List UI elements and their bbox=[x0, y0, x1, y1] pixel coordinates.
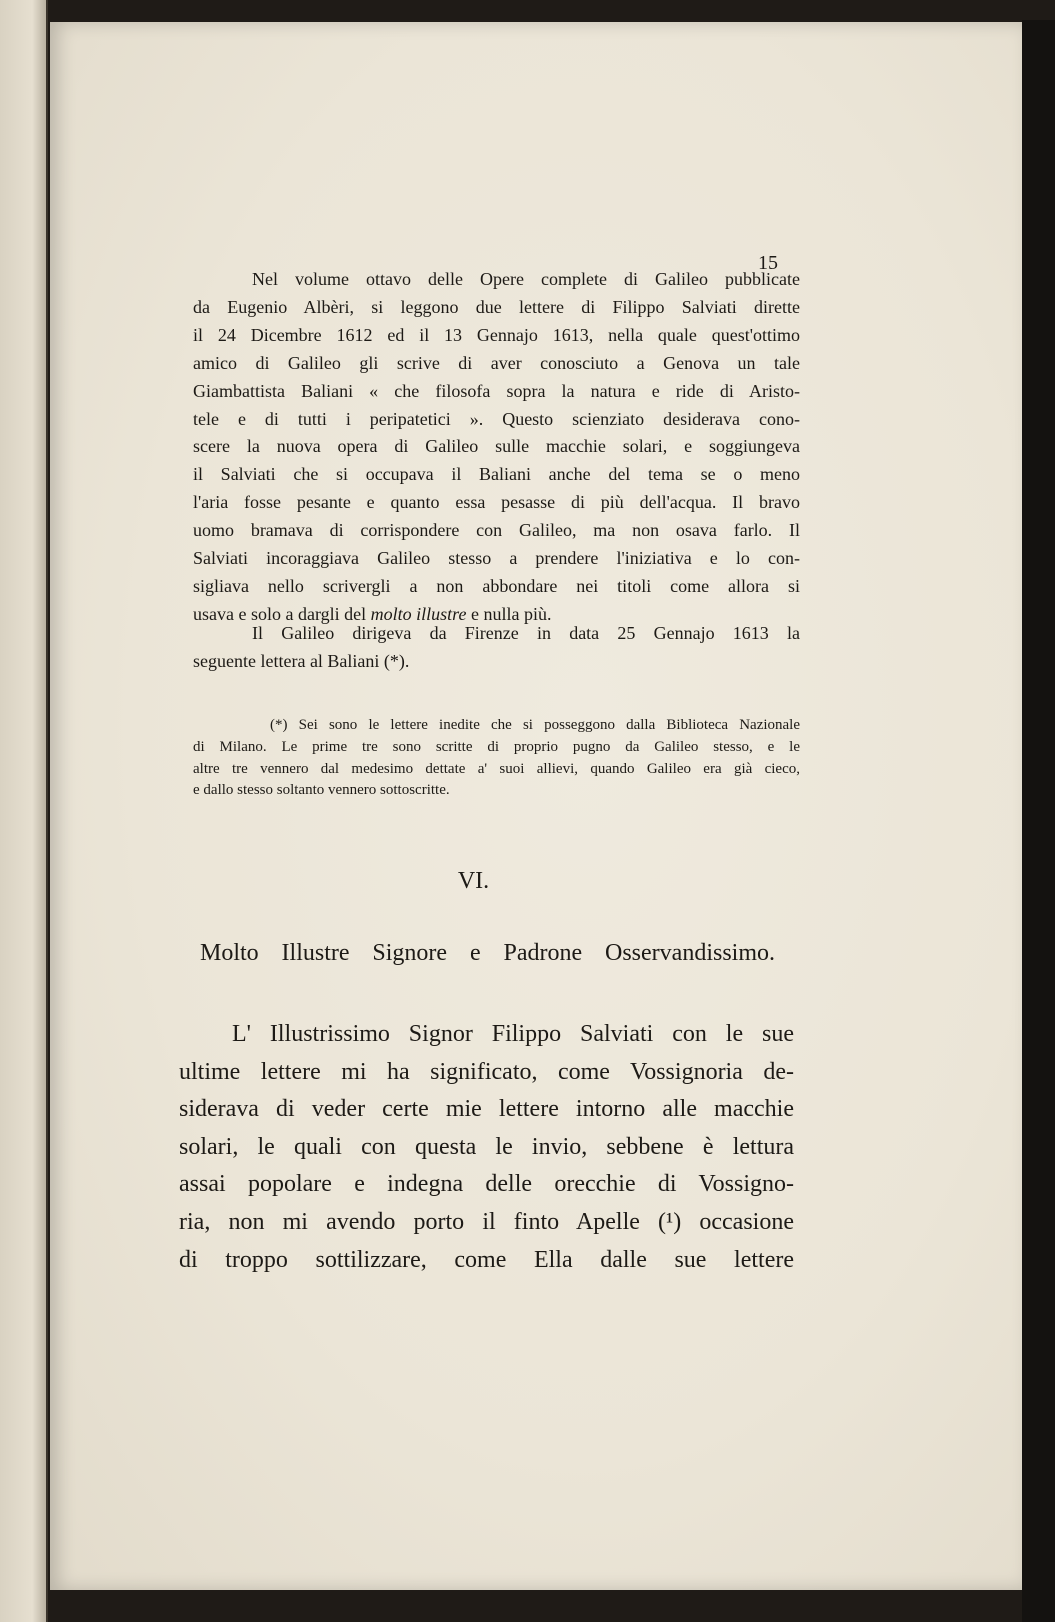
text-line: scere la nuova opera di Galileo sulle macchie solari, e soggiungeva bbox=[193, 436, 800, 457]
text-line: di troppo sottilizzare, come Ella dalle sue lettere bbox=[179, 1246, 794, 1273]
facing-page-edge bbox=[0, 0, 48, 1622]
text-line: uomo bramava di corrispondere con Galileo, ma non osava farlo. Il bbox=[193, 520, 800, 541]
scan-background bbox=[1022, 20, 1055, 1622]
text-line: (*) Sei sono le lettere inedite che si posseggono dalla Biblioteca Nazionale bbox=[270, 717, 800, 733]
text-line: ultime lettere mi ha significato, come Vossignoria de- bbox=[179, 1058, 794, 1085]
text-line: tele e di tutti i peripatetici ». Questo scienziato desiderava cono- bbox=[193, 408, 800, 429]
text-line: Il Galileo dirigeva da Firenze in data 25 Gennajo 1613 la bbox=[252, 623, 800, 643]
text-line: siderava di veder certe mie lettere intorno alle macchie bbox=[179, 1096, 794, 1123]
text-line: altre tre vennero dal medesimo dettate a' suoi allievi, quando Galileo era già cieco, bbox=[193, 760, 800, 777]
text-line: l'aria fosse pesante e quanto essa pesasse di più dell'acqua. Il bravo bbox=[193, 492, 800, 513]
text-line: Giambattista Baliani « che filosofa sopra la natura e ride di Aristo- bbox=[193, 380, 800, 401]
text-line: Nel volume ottavo delle Opere complete di Galileo pubblicate bbox=[252, 269, 800, 289]
page-number: 15 bbox=[758, 252, 778, 274]
text-line: Salviati incoraggiava Galileo stesso a prendere l'iniziativa e lo con- bbox=[193, 548, 800, 568]
text-line: solari, le quali con questa le invio, sebbene è lettura bbox=[179, 1133, 794, 1160]
section-number: VI. bbox=[457, 868, 490, 894]
text-line: di Milano. Le prime tre sono scritte di proprio pugno da Galileo stesso, e le bbox=[193, 738, 800, 755]
text-line: seguente lettera al Baliani (*). bbox=[193, 650, 410, 671]
text-line: L' Illustrissimo Signor Filippo Salviati con le sue bbox=[232, 1021, 794, 1047]
text-line: il 24 Dicembre 1612 ed il 13 Gennajo 1613, nella quale quest'ottimo bbox=[193, 324, 800, 345]
text-line: ria, non mi avendo porto il finto Apelle (¹) occasione bbox=[179, 1209, 794, 1235]
text-line: sigliava nello scrivergli a non abbondare nei titoli come allora si bbox=[193, 575, 800, 596]
intro-last-line: usava e solo a dargli del molto illustre e nulla più. bbox=[193, 603, 552, 624]
letter-salutation: Molto Illustre Signore e Padrone Osservandissimo. bbox=[200, 940, 775, 966]
text-line: da Eugenio Albèri, si leggono due lettere di Filippo Salviati dirette bbox=[193, 296, 800, 317]
italic-phrase: molto illustre bbox=[370, 603, 467, 624]
text-line: il Salviati che si occupava il Baliani anche del tema se o meno bbox=[193, 464, 800, 485]
text-line: assai popolare e indegna delle orecchie di Vossigno- bbox=[179, 1171, 794, 1198]
book-page bbox=[50, 22, 1022, 1590]
text-line: amico di Galileo gli scrive di aver conosciuto a Genova un tale bbox=[193, 352, 800, 373]
text-line: e dallo stesso soltanto vennero sottoscritte. bbox=[193, 782, 450, 799]
